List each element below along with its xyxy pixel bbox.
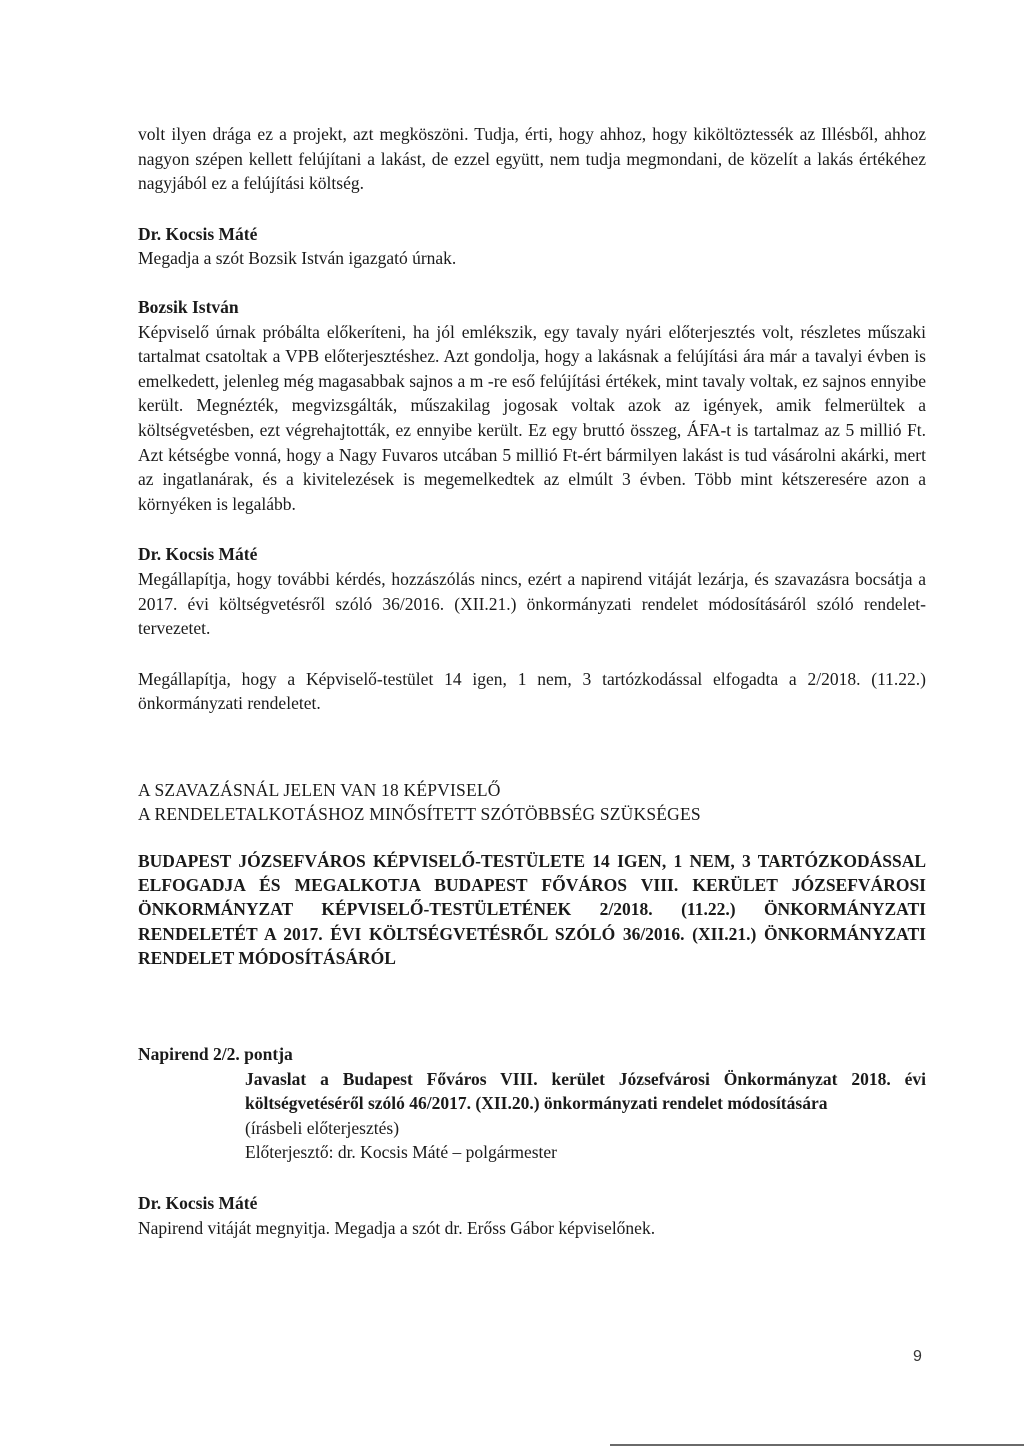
speech-bozsik — [138, 295, 926, 516]
speech-kocsis-2 — [138, 542, 926, 640]
speech-kocsis-1 — [138, 222, 926, 271]
majority-line: A RENDELETALKOTÁSHOZ MINŐSÍTETT SZÓTÖBBSÉG SZÜKSÉGES — [138, 804, 701, 825]
agenda-type: (írásbeli előterjesztés) — [245, 1117, 400, 1138]
page-number: 9 — [913, 1348, 922, 1365]
speech-text: Képviselő úrnak próbálta előkeríteni, ha jól emlékszik, egy tavaly nyári előterjesztés volt, részletes műszaki tartalmat csatoltak a VPB előterjesztéshez. Azt gondolja, hogy a lakásnak a felújítási ára már a tavalyi évben is emelkedett, jelenleg még magasabbak sajnos a m -re eső felújítási értékek, mint tavaly voltak, ez sajnos ennyibe került. Megnézték, megvizsgálták, műszakilag jogosak voltak azok az igények, amik felmerültek a költségvetésben, ezt végrehajtották, ez ennyibe került. Ez egy bruttó összeg, ÁFA-t is tartalmaz az 5 millió Ft. Azt kétségbe vonná, hogy a Nagy Fuvaros utcában 5 millió Ft-ért bármilyen lakást is tud vásárolni akárki, mert az ingatlanárak, és a kivitelezések is megemelkedtek az elmúlt 3 évben. Több mint kétszeresére azon a környéken is legalább. — [138, 321, 926, 514]
vote-result: Megállapítja, hogy a Képviselő-testület 14 igen, 1 nem, 3 tartózkodással elfogadta a 2/2018. (11.22.) önkormányzati rendeletet. — [138, 668, 926, 714]
speaker-name: Dr. Kocsis Máté — [138, 1193, 258, 1214]
agenda-item — [138, 1042, 926, 1165]
speech-text: Napirend vitáját megnyitja. Megadja a szót dr. Erőss Gábor képviselőnek. — [138, 1217, 656, 1238]
bottom-rule — [610, 1444, 1024, 1446]
speech-kocsis-3 — [138, 1191, 926, 1240]
speaker-name: Dr. Kocsis Máté — [138, 544, 258, 565]
intro-paragraph: volt ilyen drága ez a projekt, azt megköszöni. Tudja, érti, hogy ahhoz, hogy kiköltöztessék az Illésből, ahhoz nagyon szépen kellett felújítani a lakást, de ezzel együtt, nem tudja megmondani, de közelít a lakás értékéhez nagyjából ez a felújítási költség. — [138, 124, 926, 194]
agenda-presenter: Előterjesztő: dr. Kocsis Máté – polgármester — [245, 1142, 558, 1163]
speech-text: Megadja a szót Bozsik István igazgató úrnak. — [138, 248, 457, 269]
speaker-name: Dr. Kocsis Máté — [138, 223, 258, 244]
speech-text: Megállapítja, hogy további kérdés, hozzászólás nincs, ezért a napirend vitáját lezárja, és szavazásra bocsátja a 2017. évi költségvetésről szóló 36/2016. (XII.21.) önkormányzati rendelet módosításáról szóló rendelet-tervezetet. — [138, 568, 926, 639]
agenda-label: Napirend 2/2. pontja — [138, 1044, 293, 1065]
decision-text: BUDAPEST JÓZSEFVÁROS KÉPVISELŐ-TESTÜLETE 14 IGEN, 1 NEM, 3 TARTÓZKODÁSSAL ELFOGADJA ÉS MEGALKOTJA BUDAPEST FŐVÁROS VIII. KERÜLET JÓZSEFVÁROSI ÖNKORMÁNYZAT KÉPVISELŐ-TESTÜLETÉNEK 2/2018. (11.22.) ÖNKORMÁNYZATI RENDELETÉT A 2017. ÉVI KÖLTSÉGVETÉSRŐL SZÓLÓ 36/2016. (XII.21.) ÖNKORMÁNYZATI RENDELET MÓDOSÍTÁSÁRÓL — [138, 851, 926, 968]
agenda-title: Javaslat a Budapest Főváros VIII. kerület Józsefvárosi Önkormányzat 2018. évi költségvetéséről szóló 46/2017. (XII.20.) önkormányzati rendelet módosítására — [245, 1068, 926, 1114]
presence-line: A SZAVAZÁSNÁL JELEN VAN 18 KÉPVISELŐ — [138, 779, 501, 800]
presence-notice — [138, 778, 926, 827]
speaker-name: Bozsik István — [138, 296, 239, 317]
document-page — [138, 122, 926, 1240]
agenda-details — [245, 1067, 926, 1165]
